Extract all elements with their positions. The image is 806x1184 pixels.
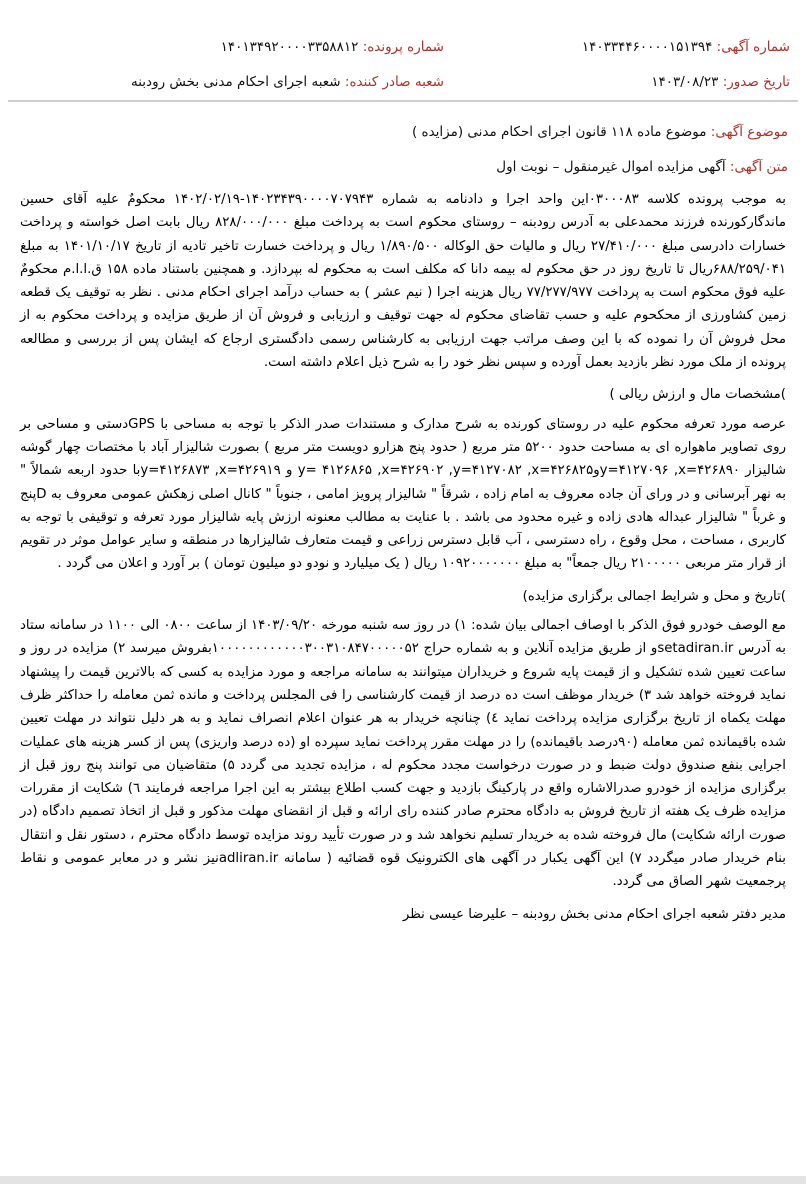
text-title-label: متن آگهی: (729, 159, 788, 175)
notice-number-label: شماره آگهی: (716, 39, 790, 55)
subject-value: موضوع ماده ۱۱۸ قانون اجرای احکام مدنی (مزایده ) (411, 124, 707, 140)
notice-number-row (582, 38, 790, 56)
notice-number: ۱۴۰۳۳۴۴۶۰۰۰۰۱۵۱۳۹۴ (581, 39, 713, 55)
notice-subject (412, 124, 788, 140)
signature: مدیر دفتر شعبه اجرای احکام مدنی بخش رودبنه – علیرضا عیسی نظر (402, 906, 786, 922)
header-divider (8, 100, 798, 102)
issuing-branch-label: شعبه صادر کننده: (344, 74, 444, 90)
section-heading-auction: )تاریخ و محل و شرایط اجمالی برگزاری مزایده) (522, 588, 786, 604)
file-number-row (221, 38, 444, 56)
issuing-branch: شعبه اجرای احکام مدنی بخش رودبنه (130, 74, 341, 90)
notice-body (20, 188, 786, 926)
issuing-branch-row (131, 73, 444, 91)
body-paragraph-auction: مع الوصف خودرو فوق الذکر با اوصاف اجمالی بیان شده: ۱) در روز سه شنبه مورخه ۱۴۰۳/۰۹/۲۰ از ساعت ۰۸۰۰ الی ۱۱۰۰ در سامانه ستاد به آدرس setadiran.irو از طریق مزایده آنلاین و به شماره حراج ۱۰۰۰۰۰۰۰۰۰۰۰۰۳۰۰۳۱۰۸۴۷۰۰۰۰۰۵۲بفروش میرسد ۲) مزایده در روز و ساعت تعیین شده تشکیل و از قیمت پایه شروع و خریداران میتوانند به سامانه مراجعه و مورد مزایده به کسی که بالاترین قیمت را پیشنهاد نماید فروخته خواهد شد ۳) خریدار موظف است ده درصد از قیمت کارشناسی را فی المجلس پرداخت و مانده ثمن معامله را حداکثر ظرف مهلت یکماه از تاریخ برگزاری مزایده پرداخت نماید ٤) چنانچه خریدار به هر عنوان اعلام انصراف نماید و به هر دلیل نتواند در مهلت تعیین شده باقیمانده ثمن معامله (۹۰درصد باقیمانده) را در مهلت مقرر پرداخت نماید سپرده او (ده درصد واریزی) پس از کسر هزینه های عملیات اجرایی بنفع صندوق دولت ضبط و در صورت درخواست مجدد محکوم له ، مزایده تجدید می گردد ۵) متقاضیان می توانند پنج روز قبل از برگزاری مزایده از خودرو صدرالاشاره واقع در پارکینگ بازدید و جهت کسب اطلاع بیشتر به این اجرا مراجعه فرمایند ٦) شکایت از مقررات مزایده ظرف یک هفته از تاریخ فروش به دادگاه محترم صادر کننده رای ارائه و قبل از انقضای مهلت مذکور و قبل از اتخاذ تصمیم دادگاه (در صورت ارائه شکایت) مال فروخته شده به خریدار تسلیم نخواهد شد و در صورت تأیید روند مزایده توسط دادگاه محترم ، دستور نقل و انتقال بنام خریدار صادر میگردد ۷) این آگهی یکبار در آگهی های الکترونیک قوه قضائیه ( سامانه adliran.irنیز نشر و در معابر عمومی و نقاط پرجمعیت شهر الصاق می گردد. (20, 618, 787, 890)
bottom-strip (0, 1176, 806, 1184)
notice-text-title (496, 159, 788, 175)
file-number: ۱۴۰۱۳۴۹۲۰۰۰۰۳۳۵۸۸۱۲ (220, 39, 359, 55)
text-title-value: آگهی مزایده اموال غیرمنقول – نوبت اول (496, 159, 726, 175)
body-paragraph-property: عرصه مورد تعرفه محکوم علیه در روستای کورنده به شرح مدارک و مستندات صدر الذکر با توجه به مساحی با GPSدستی و مساحی بر روی تصاویر ماهواره ای به مساحت حدود ۵۲۰۰ متر مربع ( حدود پنج هزارو دویست متر مربع ) بصورت شالیزار آباد با مختصات چهار گوشه شالیزار y=۴۱۲۷۰۹۶ ,x=۴۲۶۸۹۰وy= ۴۱۲۶۸۶۵ ,x=۴۲۶۹۰۲ ,y=۴۱۲۷۰۸۲ ,x=۴۲۶۸۲۵ و y=۴۱۲۶۸۷۳ ,x=۴۲۶۹۱۹با حدود اربعه شمالاً " به نهر آبرسانی و در ورای آن جاده معروف به امام زاده ، شرقاً " شالیزار پرویز امامی ، جنوباً " کانال اصلی زهکش عمومی معروف به Dپنج و غرباً " شالیزار عبداله هادی زاده و غیره محدود می باشد . با عنایت به مطالب معنونه ارزش پایه شالیزار مورد تعرفه و توقیفی با توجه به کاربری ، مساحت ، محل وقوع ، راه دسترسی ، آب قابل دسترس زراعی و قیمت متعارف شالیزارها در منطقه و سایر عوامل موثر در تقویم از قرار متر مربعی ۲۱۰۰۰۰۰ ریال جمعاً" به مبلغ ۱۰۹۲۰۰۰۰۰۰۰ ریال ( یک میلیارد و نودو دو میلیون تومان ) بر آورد و اعلان می گردد . (20, 416, 787, 572)
issue-date-row (651, 73, 790, 91)
issue-date-label: تاریخ صدور: (722, 74, 790, 90)
subject-label: موضوع آگهی: (710, 124, 788, 140)
file-number-label: شماره پرونده: (362, 39, 444, 55)
body-paragraph-enforcement: به موجب پرونده کلاسه ۰۳۰۰۰۸۳این واحد اجرا و دادنامه به شماره ۱۴۰۲۳۴۳۹۰۰۰۰۷۰۷۹۴۳-۱۴۰۲/۰۲/۱۹ محکومٌ علیه آقای حسین ماندگارکورنده فرزند محمدعلی به آدرس رودبنه – روستای محکوم است به پرداخت مبلغ ۸۲۸/۰۰۰/۰۰۰ ریال بابت اصل خواسته و پرداخت خسارات دادرسی مبلغ ۲۷/۴۱۰/۰۰۰ ریال و مالیات حق الوکاله ۱/۸۹۰/۵۰۰ ریال و پرداخت خسارت تاخیر تادیه از تاریخ ۱۴۰۱/۱۰/۱۷ به مبلغ ۶۸۸/۲۵۹/۰۴۱ریال تا تاریخ روز در حق محکوم له بیمه دانا که مکلف است به محکوم له بپردازد. و همچنین باستناد ماده ۱۵۸ ق.ا.ا.م محکومٌ علیه فوق محکوم است به پرداخت ۷۷/۲۷۷/۹۷۷ ریال هزینه اجرا ( نیم عشر ) به حساب درآمد اجرای احکام مدنی . نظر به توقیف یک قطعه زمین کشاورزی از محکحوم علیه و حسب تقاضای محکوم له جهت توقیف و ارزیابی و فروش آن از طریق مزایده و پرداخت محکوم به از محل فروش آن را نموده که با این وصف مراتب جهت ارزیابی به کارشناس رسمی دادگستری ارجاع که ایشان پس از بررسی و مطالعه پرونده از ملک مورد نظر بازدید بعمل آورده و سپس نظر خود را به شرح ذیل اعلام داشته است. (20, 192, 786, 371)
issue-date: ۱۴۰۳/۰۸/۲۳ (651, 74, 719, 90)
section-heading-property: )مشخصات مال و ارزش ریالی ) (609, 387, 786, 403)
